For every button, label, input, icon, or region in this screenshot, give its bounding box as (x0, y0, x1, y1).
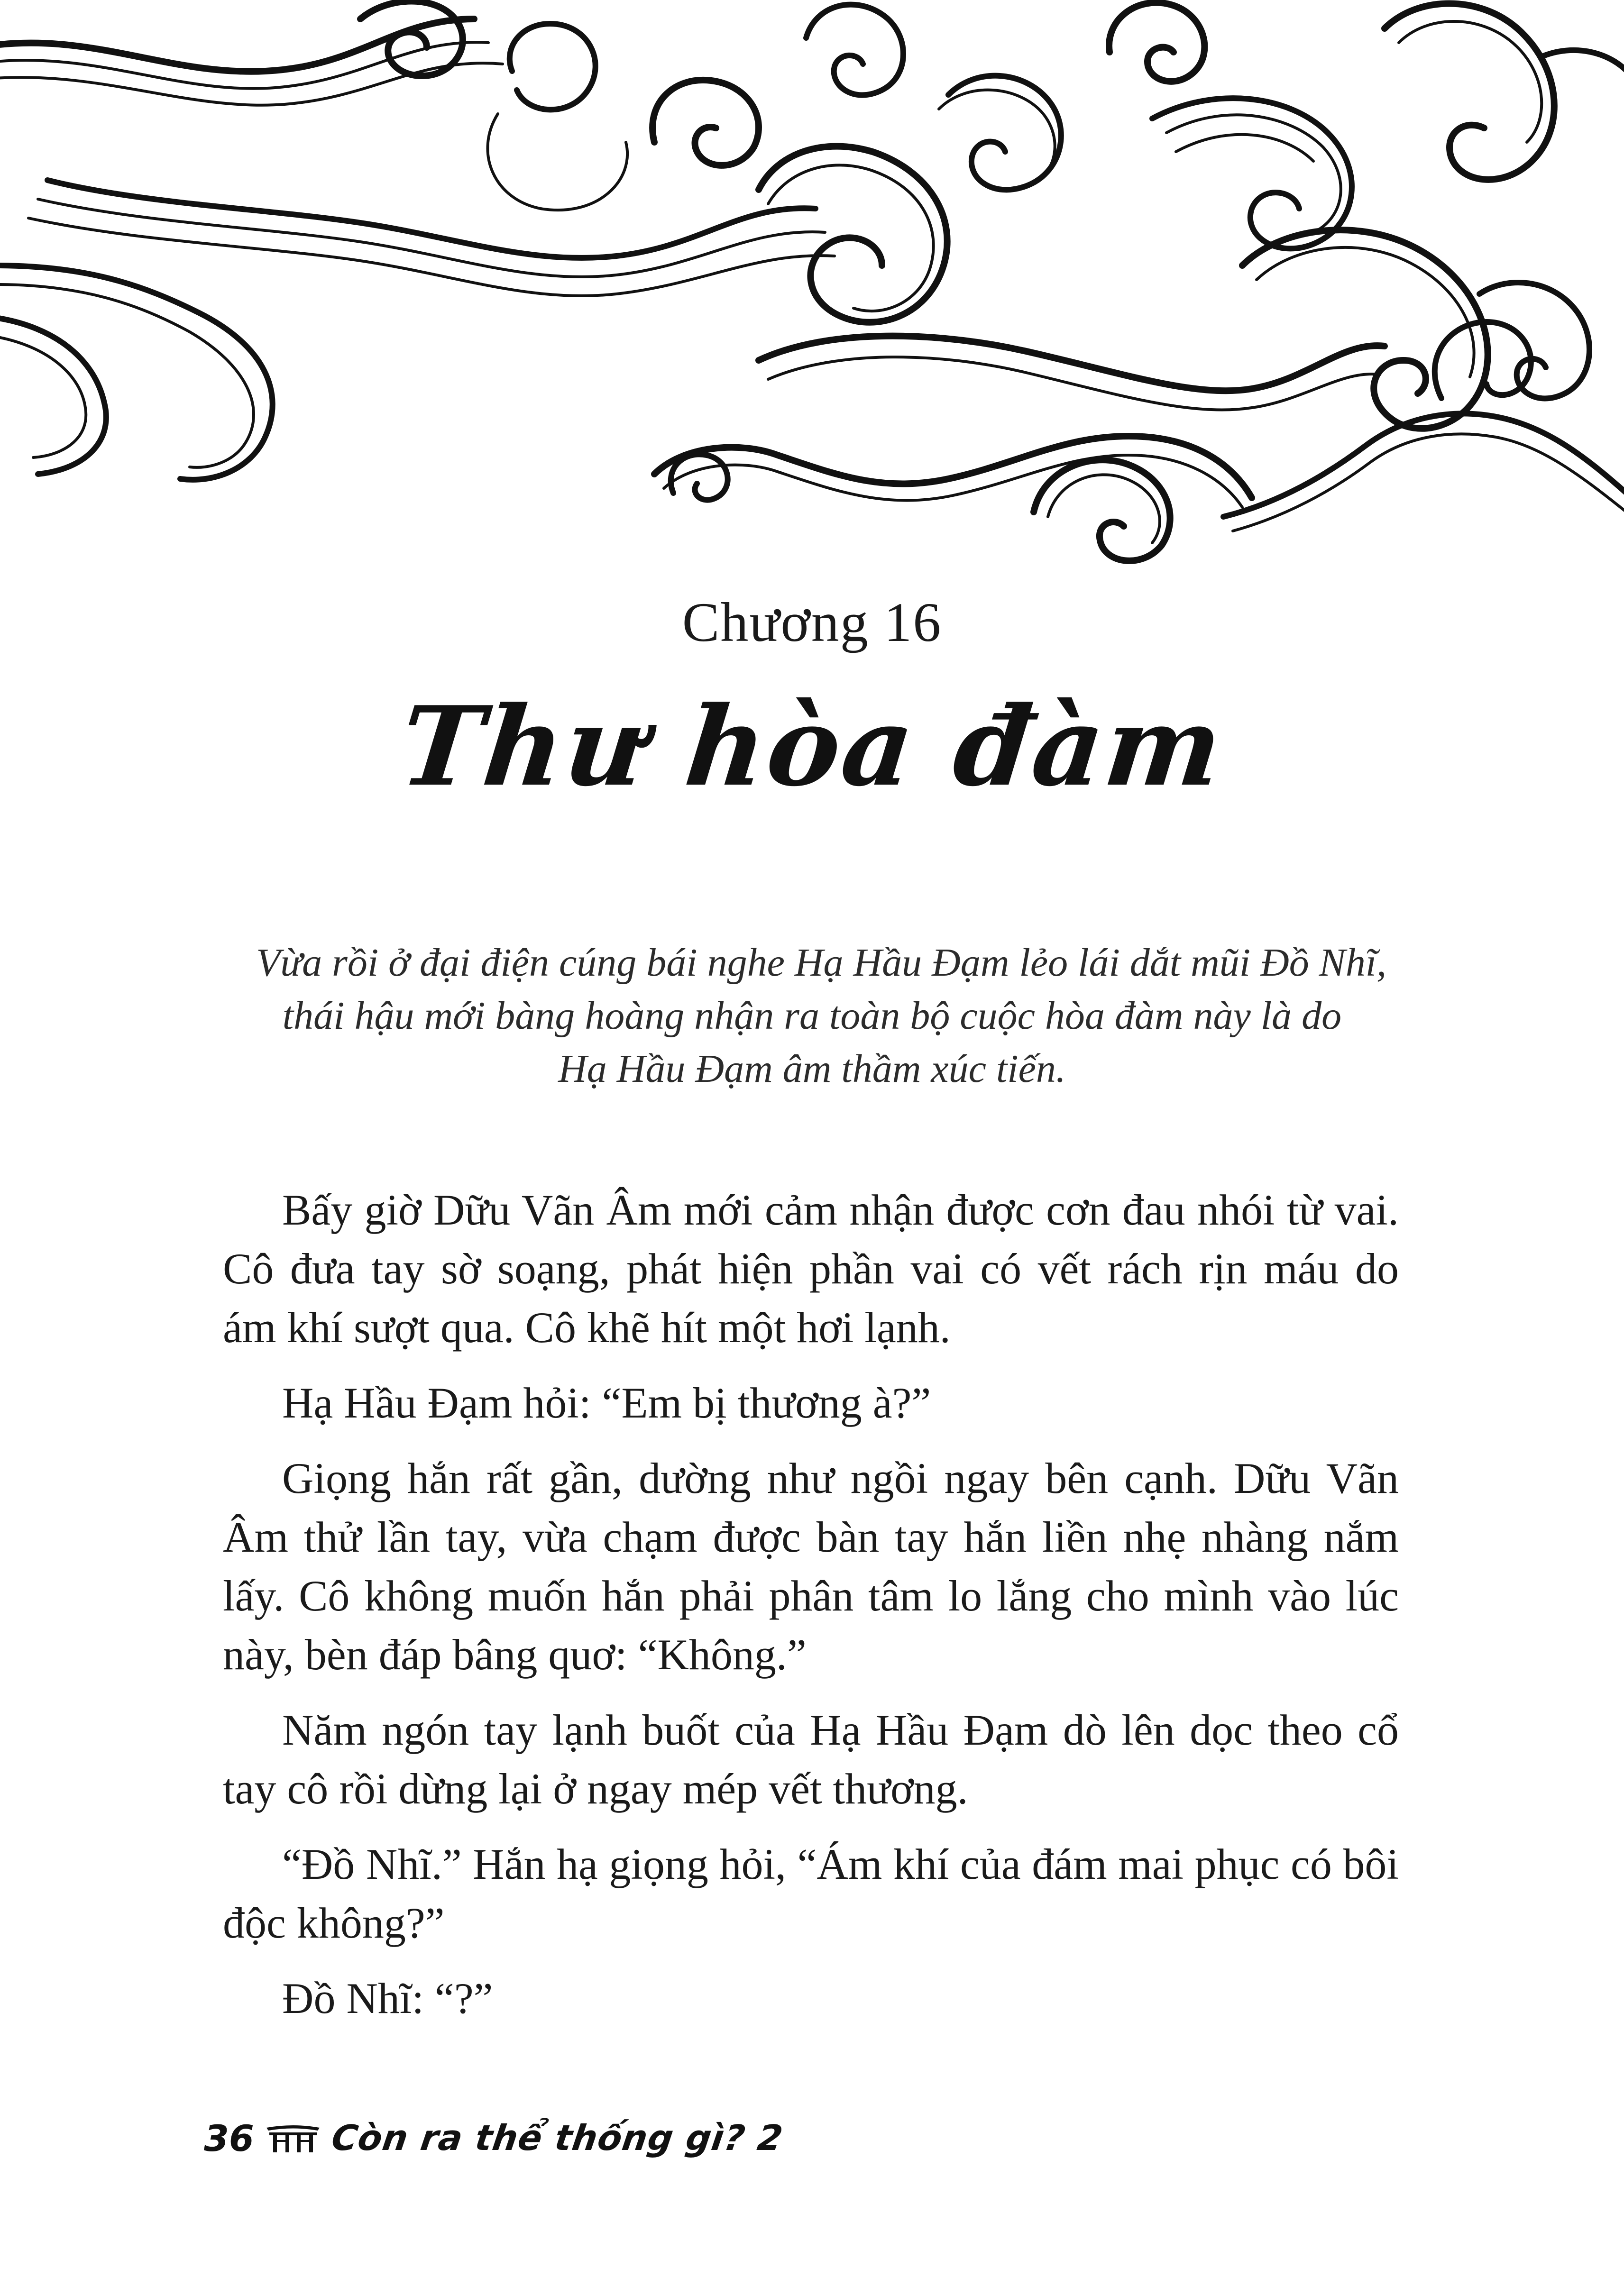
text-line: Giọng hắn rất gần, dường như ngồi ngay bên cạnh. Dữu Vãn (282, 1454, 1399, 1502)
paragraph (223, 1449, 1399, 1684)
text-line: tay cô rồi dừng lại ở ngay mép vết thương. (223, 1765, 968, 1813)
text-line: Cô đưa tay sờ soạng, phát hiện phần vai có vết rách rịn máu do (223, 1244, 1399, 1293)
paragraph (223, 1180, 1399, 1357)
text-line: Năm ngón tay lạnh buốt của Hạ Hầu Đạm dò lên dọc theo cổ (282, 1706, 1399, 1754)
epigraph-line: Vừa rồi ở đại điện cúng bái nghe Hạ Hầu Đạm lẻo lái dắt mũi Đồ Nhĩ, (256, 941, 1387, 985)
page-footer (204, 2112, 786, 2164)
chapter-number: Chương 16 (682, 591, 942, 653)
text-line: Đồ Nhĩ: “?” (282, 1974, 493, 2022)
epigraph-line: Hạ Hầu Đạm âm thầm xúc tiến. (558, 1047, 1066, 1091)
text-line: Bấy giờ Dữu Vãn Âm mới cảm nhận được cơn đau nhói từ vai. (282, 1186, 1399, 1234)
gate-icon (265, 2123, 321, 2153)
epigraph-line: thái hậu mới bàng hoàng nhận ra toàn bộ cuộc hòa đàm này là do (282, 994, 1342, 1038)
chapter-body (223, 1180, 1399, 2044)
paragraph (223, 1835, 1399, 1952)
text-line: Âm thử lần tay, vừa chạm được bàn tay hắn liền nhẹ nhàng nắm (223, 1513, 1399, 1561)
text-line: này, bèn đáp bâng quơ: “Không.” (223, 1630, 807, 1679)
page-number: 36 (204, 2117, 254, 2159)
paragraph (223, 1969, 1399, 2028)
text-line: độc không?” (223, 1899, 445, 1947)
text-line: “Đồ Nhĩ.” Hắn hạ giọng hỏi, “Ám khí của đám mai phục có bôi (282, 1840, 1399, 1888)
paragraph (223, 1373, 1399, 1432)
chapter-epigraph (256, 936, 1387, 1096)
paragraph (223, 1701, 1399, 1818)
chapter-title: Thư hòa đàm (394, 683, 1230, 811)
text-line: ám khí sượt qua. Cô khẽ hít một hơi lạnh. (223, 1303, 951, 1352)
text-line: lấy. Cô không muốn hắn phải phân tâm lo lắng cho mình vào lúc (223, 1572, 1399, 1620)
book-title: Còn ra thể thống gì? 2 (329, 2118, 786, 2159)
cloud-ornament-illustration (0, 0, 1624, 564)
text-line: Hạ Hầu Đạm hỏi: “Em bị thương à?” (282, 1379, 931, 1427)
